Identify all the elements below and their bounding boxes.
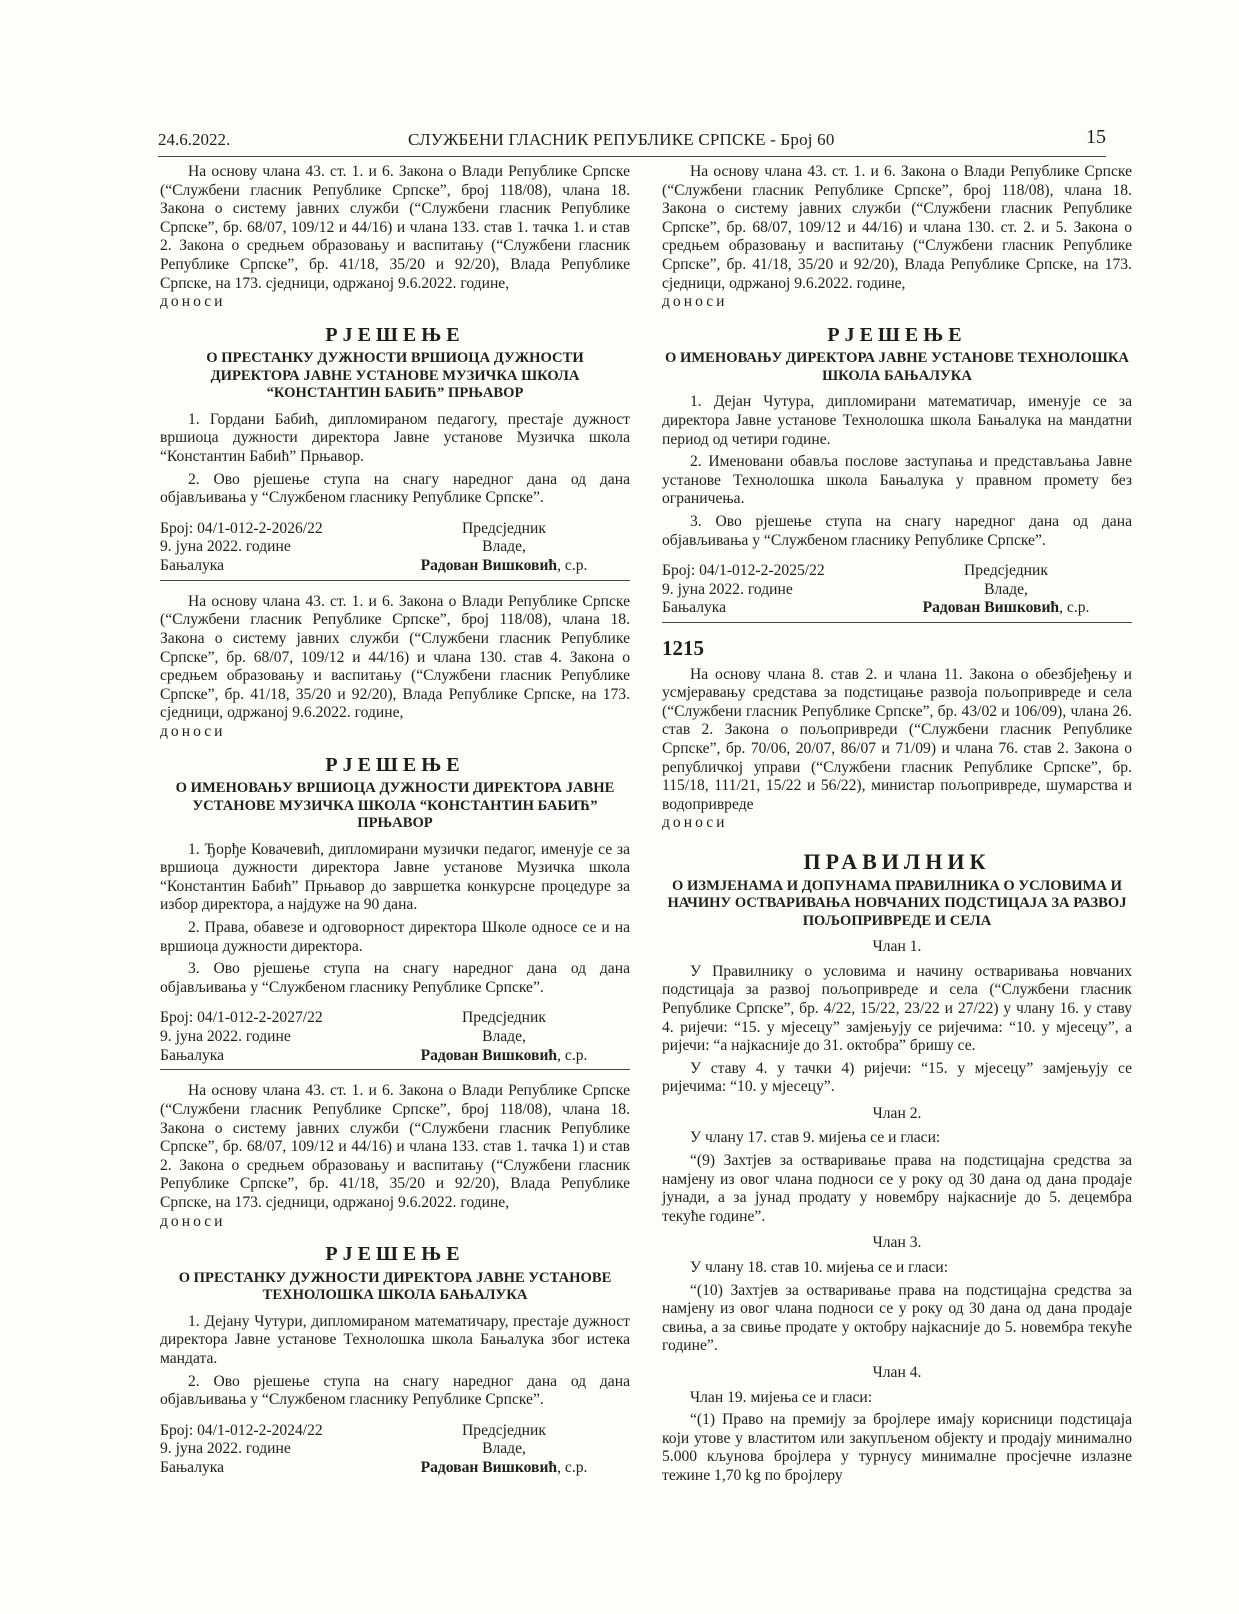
issue-date: 24.6.2022. [158,130,231,149]
preamble: На основу члана 8. став 2. и члана 11. Закона о обезбјеђењу и усмјеравању средстава за подстицање развоја пољопривреде и села (“Службени гласник Републике Српске”, бр. 43/02 и 106/09), члана 26. став 2. Закона о пољопривреди (“Службени гласник Републике Српске”, бр. 70/06, 20/07, 86/07 и 71/09) и члана 76. став 2. Закона о републичкој управи (“Службени гласник Републике Српске”, бр. 115/18, 111/21, 15/22 и 56/22), министар пољопривреде, шумарства и водопривреде [662,665,1132,813]
preamble: На основу члана 43. ст. 1. и 6. Закона о Влади Републике Српске (“Службени гласник Републике Српске”, број 118/08), члана 18. Закона о систему јавних служби (“Службени гласник Републике Српске”, бр. 68/07, 109/12 и 44/16) и члана 130. став 4. Закона о средњем образовању и васпитању (“Службени гласник Републике Српске”, бр. 41/18, 35/20 и 92/20), Влада Републике Српске, на 173. сједници, одржаној 9.6.2022. године, [160,592,630,722]
article-heading: Члан 2. [872,1104,922,1122]
reference-number: Број: 04/1-012-2-2025/22 [662,562,825,580]
signatory-name: Радован Вишковић [922,599,1060,617]
signing-place: Бањалука [160,557,225,574]
article-paragraph: У члану 17. став 9. мијења се и гласи: [690,1129,941,1147]
article-heading: Члан 4. [872,1364,922,1381]
article-paragraph: “(1) Право на премију за бројлере имају корисници подстицаја који утове у властитом или закупљеном објекту и продају минимално 5.000 кљунова бројлера у турнусу минималне просјечне излазне тежине 1,70 kg по бројлеру [662,1411,1132,1484]
signatory-body: Владе, [482,1028,526,1045]
signature-block [160,1009,630,1065]
decision-item: 2. Ово рјешење ступа на снагу наредног дана од дана објављивања у “Службеном гласнику Републике Српске”. [160,1372,630,1409]
article-paragraph: “(9) Захтјев за остваривање права на подстицајна средства за намјену из овог члана подноси се у року од 30 дана од дана продаје јунади, а за јунад продату у новембру најкасније до 5. децембра текуће године”. [662,1152,1132,1225]
signing-place: Бањалука [662,599,727,617]
decision-subheading: О ИМЕНОВАЊУ ДИРЕКТОРА ЈАВНЕ УСТАНОВЕ ТЕХНОЛОШКА ШКОЛА БАЊАЛУКА [665,350,1129,384]
divider [160,1069,630,1070]
signature-block [160,520,630,576]
signing-date: 9. јуна 2022. године [160,1028,291,1045]
signatory-name: Радован Вишковић [420,1458,558,1476]
signatory-body: Владе, [482,538,526,556]
decision-item: 2. Именовани обавља послове заступања и представљања Јавне установе Технолошка школа Бањалука у правном промету без ограничења. [662,453,1132,508]
signatory-name: Радован Вишковић [420,557,558,574]
gazette-title: СЛУЖБЕНИ ГЛАСНИК РЕПУБЛИКЕ СРПСКЕ - Број 60 [408,130,835,149]
signatory-suffix: , с.р. [557,1458,588,1476]
page-number: 15 [1086,126,1106,148]
enacting-word: доноси [160,293,226,311]
article-heading: Члан 1. [872,938,922,956]
decision-item: 3. Ово рјешење ступа на снагу наредног дана од дана објављивања у “Службеном гласнику Републике Српске”. [160,960,630,996]
decision-heading: РЈЕШЕЊЕ [325,1243,465,1266]
reference-number: Број: 04/1-012-2-2024/22 [160,1421,323,1439]
signatory-role: Предсједник [462,1421,546,1439]
enacting-word: доноси [160,722,226,740]
signatory-role: Предсједник [964,562,1048,580]
article-paragraph: У члану 18. став 10. мијења се и гласи: [690,1259,949,1277]
signatory-name: Радован Вишковић [420,1046,558,1064]
decision-heading: РЈЕШЕЊЕ [325,323,465,346]
page-bottom-edge [0,1590,1239,1614]
signing-date: 9. јуна 2022. године [160,1440,291,1458]
preamble: На основу члана 43. ст. 1. и 6. Закона о Влади Републике Српске (“Службени гласник Републике Српске”, број 118/08), члана 18. Закона о систему јавних служби (“Службени гласник Републике Српске”, бр. 68/07, 109/12 и 44/16) и члана 133. став 1. тачка 1) и став 2. Закона о средњем образовању и васпитању (“Службени гласник Републике Српске”, бр. 41/18, 35/20 и 92/20), Влада Републике Српске, на 173. сједници, одржаној 9.6.2022. године, [160,1082,630,1211]
rulebook-heading: ПРАВИЛНИК [803,849,991,875]
article-paragraph: У Правилнику о условима и начину остваривања новчаних подстицаја за развој пољопривреде и села (“Службени гласник Републике Српске”, бр. 4/22, 15/22, 23/22 и 27/22) у члану 16. у ставу 4. ријечи: “15. у мјесецу” замјењују се ријечима: “10. у мјесецу”, а ријечи: “а најкасније до 31. октобра” бришу се. [662,962,1132,1055]
preamble: На основу члана 43. ст. 1. и 6. Закона о Влади Републике Српске (“Службени гласник Републике Српске”, број 118/08), члана 18. Закона о систему јавних служби (“Службени гласник Републике Српске”, бр. 68/07, 109/12 и 44/16) и члана 130. ст. 2. и 5. Закона о средњем образовању и васпитању (“Службени гласник Републике Српске”, бр. 41/18, 35/20 и 92/20), Влада Републике Српске, на 173. сједници, одржаној 9.6.2022. године, [662,163,1132,292]
signature-block [662,562,1132,618]
signatory-body: Владе, [482,1440,526,1458]
signing-place: Бањалука [160,1458,225,1476]
left-column [160,163,630,1482]
signatory-suffix: , с.р. [557,1046,588,1064]
rulebook-subheading: О ИЗМЈЕНАМА И ДОПУНАМА ПРАВИЛНИКА О УСЛОВИМА И НАЧИНУ ОСТВАРИВАЊА НОВЧАНИХ ПОДСТИЦАЈА ЗА РАЗВОЈ ПОЉОПРИВРЕДЕ И СЕЛА [667,877,1127,929]
reference-number: Број: 04/1-012-2-2026/22 [160,519,323,537]
preamble: На основу члана 43. ст. 1. и 6. Закона о Влади Републике Српске (“Службени гласник Републике Српске”, број 118/08), члана 18. Закона о систему јавних служби (“Службени гласник Републике Српске”, бр. 68/07, 109/12 и 44/16) и члана 133. став 1. тачка 1. и став 2. Закона о средњем образовању и васпитању (“Службени гласник Републике Српске”, бр. 41/18, 35/20 и 92/20), Влада Републике Српске, на 173. сједници, одржаној 9.6.2022. године, [160,163,630,292]
decision-item: 1. Гордани Бабић, дипломираном педагогу, престаје дужност вршиоца дужности директора Јавне установе Музичка школа “Константин Бабић” Прњавор. [160,410,630,466]
signatory-suffix: , с.р. [1059,599,1090,617]
signing-place: Бањалука [160,1046,225,1064]
decision-item: 2. Ово рјешење ступа на снагу наредног дана од дана објављивања у “Службеном гласнику Републике Српске”. [160,470,630,507]
article-paragraph: Члан 19. мијења се и гласи: [690,1388,873,1406]
enacting-word: доноси [662,814,728,832]
decision-item: 2. Права, обавезе и одговорност директора Школе односе се и на вршиоца дужности директора. [160,919,630,955]
decision-subheading: О ИМЕНОВАЊУ ВРШИОЦА ДУЖНОСТИ ДИРЕКТОРА ЈАВНЕ УСТАНОВЕ МУЗИЧКА ШКОЛА “КОНСТАНТИН БАБИЋ” ПРЊАВОР [175,780,615,832]
article-heading: Члан 3. [872,1234,922,1252]
decision-subheading: О ПРЕСТАНКУ ДУЖНОСТИ ВРШИОЦА ДУЖНОСТИ ДИРЕКТОРА ЈАВНЕ УСТАНОВЕ МУЗИЧКА ШКОЛА “КОНСТАНТИН БАБИЋ” ПРЊАВОР [206,350,584,402]
signatory-role: Предсједник [462,519,546,537]
decision-item: 1. Дејану Чутури, дипломираном математичару, престаје дужност директора Јавне установе Технолошка школа Бањалука због истека мандата. [160,1312,630,1367]
decision-item: 3. Ово рјешење ступа на снагу наредног дана од дана објављивања у “Службеном гласнику Републике Српске”. [662,512,1132,549]
decision-heading: РЈЕШЕЊЕ [325,753,465,776]
signatory-suffix: , с.р. [557,557,588,574]
page-header [158,126,1106,157]
article-paragraph: У ставу 4. у тачки 4) ријечи: “15. у мјесецу” замјењују се ријечима: “10. у мјесецу”. [662,1059,1132,1096]
signatory-body: Владе, [984,580,1028,598]
divider [662,622,1132,623]
enacting-word: доноси [160,1212,226,1230]
decision-subheading: О ПРЕСТАНКУ ДУЖНОСТИ ДИРЕКТОРА ЈАВНЕ УСТАНОВЕ ТЕХНОЛОШКА ШКОЛА БАЊАЛУКА [178,1269,612,1304]
signing-date: 9. јуна 2022. године [662,580,793,598]
signature-block [160,1422,630,1478]
divider [160,580,630,581]
right-column [662,163,1132,1490]
decision-item: 1. Дејан Чутура, дипломирани математичар, именује се за директора Јавне установе Технолошка школа Бањалука на мандатни период од четири године. [662,393,1132,448]
reference-number: Број: 04/1-012-2-2027/22 [160,1009,323,1027]
signing-date: 9. јуна 2022. године [160,538,291,556]
enacting-word: доноси [662,293,728,311]
decision-heading: РЈЕШЕЊЕ [827,323,967,346]
decision-item: 1. Ђорђе Ковачевић, дипломирани музички педагог, именује се за вршиоца дужности директора Јавне установе Музичка школа “Константин Бабић” Прњавор до завршетка конкурсне процедуре за избор директора, а најдуже на 90 дана. [160,840,630,914]
act-number: 1215 [662,636,704,661]
signatory-role: Предсједник [462,1009,546,1027]
article-paragraph: “(10) Захтјев за остваривање права на подстицајна средства за намјену из овог члана подноси се у року од 30 дана од дана продаје свиња, а за свиње продате у октобру најкасније до 5. новембра текуће године”. [662,1281,1132,1355]
